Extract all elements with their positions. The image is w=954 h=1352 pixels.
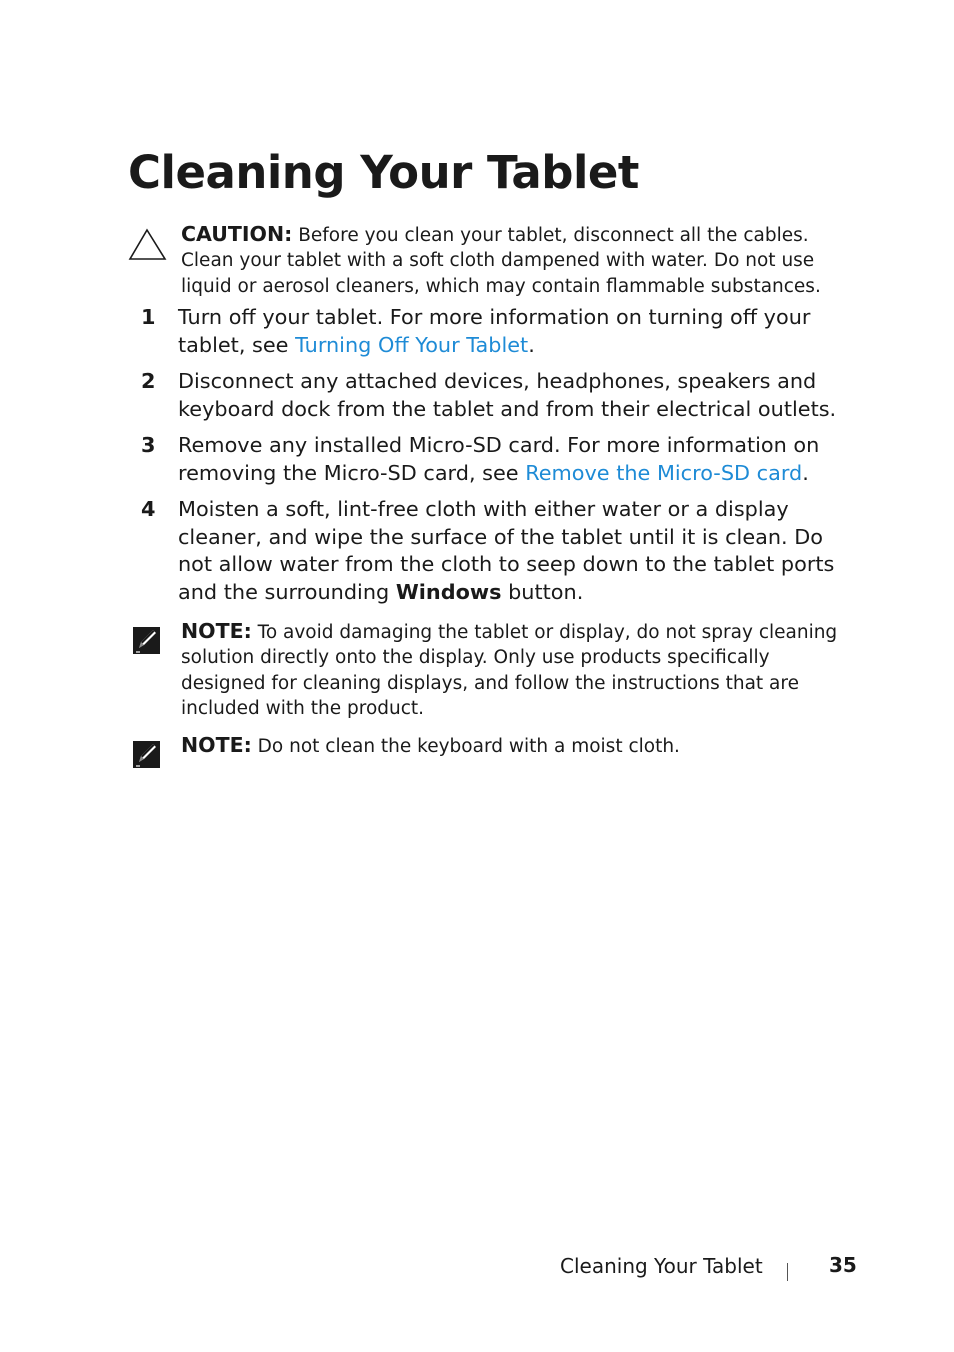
step-3 (140, 432, 856, 487)
step-text: Moisten a soft, lint-free cloth with either water or a display cleaner, and wipe the surface of the tablet until it is clean. Do not allow water from the cloth to seep down to the tablet ports and the surrounding (178, 497, 835, 604)
step-text: Turn off your tablet. For more information on turning off your tablet, see (178, 305, 811, 357)
note-text (181, 619, 838, 721)
step-2 (140, 368, 856, 423)
link-turning-off-your-tablet[interactable]: Turning Off Your Tablet (295, 332, 529, 357)
note-body: To avoid damaging the tablet or display, do not spray cleaning solution directly onto the display. Only use products specifically designed for cleaning displays, and follow the instructions that are included with the product. (181, 622, 838, 719)
note-label: NOTE: (181, 733, 252, 757)
warning-triangle-icon (128, 228, 168, 266)
step-number: 2 (141, 369, 156, 393)
step-number: 4 (141, 497, 156, 521)
note-callout (128, 619, 838, 721)
page-title: Cleaning Your Tablet (128, 146, 639, 199)
link-remove-micro-sd-card[interactable]: Remove the Micro-SD card (525, 460, 803, 485)
caution-text (181, 222, 838, 299)
step-number: 1 (141, 305, 156, 329)
caution-body: Before you clean your tablet, disconnect all the cables. Clean your tablet with a soft cloth dampened with water. Do not use liquid or aerosol cleaners, which may contain flammable substances. (181, 225, 821, 297)
step-text: Remove any installed Micro-SD card. For more information on removing the Micro-SD card, see (178, 433, 820, 485)
footer-divider (787, 1263, 788, 1281)
windows-button-term: Windows (395, 579, 502, 604)
pencil-note-icon (128, 736, 164, 776)
caution-callout (128, 222, 838, 299)
pencil-note-icon (128, 622, 164, 662)
step-text-end: . (802, 460, 809, 485)
page-footer (0, 1254, 954, 1284)
note-label: NOTE: (181, 619, 252, 643)
page-number: 35 (829, 1253, 857, 1277)
note-body: Do not clean the keyboard with a moist cloth. (251, 736, 680, 757)
note-text (181, 733, 838, 759)
footer-section-title: Cleaning Your Tablet (560, 1254, 763, 1278)
step-text-end: button. (501, 579, 584, 604)
caution-label: CAUTION: (181, 222, 293, 246)
step-number: 3 (141, 433, 156, 457)
note-callout (128, 733, 838, 759)
step-4 (140, 496, 856, 606)
step-text: Disconnect any attached devices, headphones, speakers and keyboard dock from the tablet and from their electrical outlets. (178, 369, 837, 421)
step-1 (140, 304, 856, 359)
step-text-end: . (528, 332, 535, 357)
cleaning-steps-list (140, 304, 856, 615)
